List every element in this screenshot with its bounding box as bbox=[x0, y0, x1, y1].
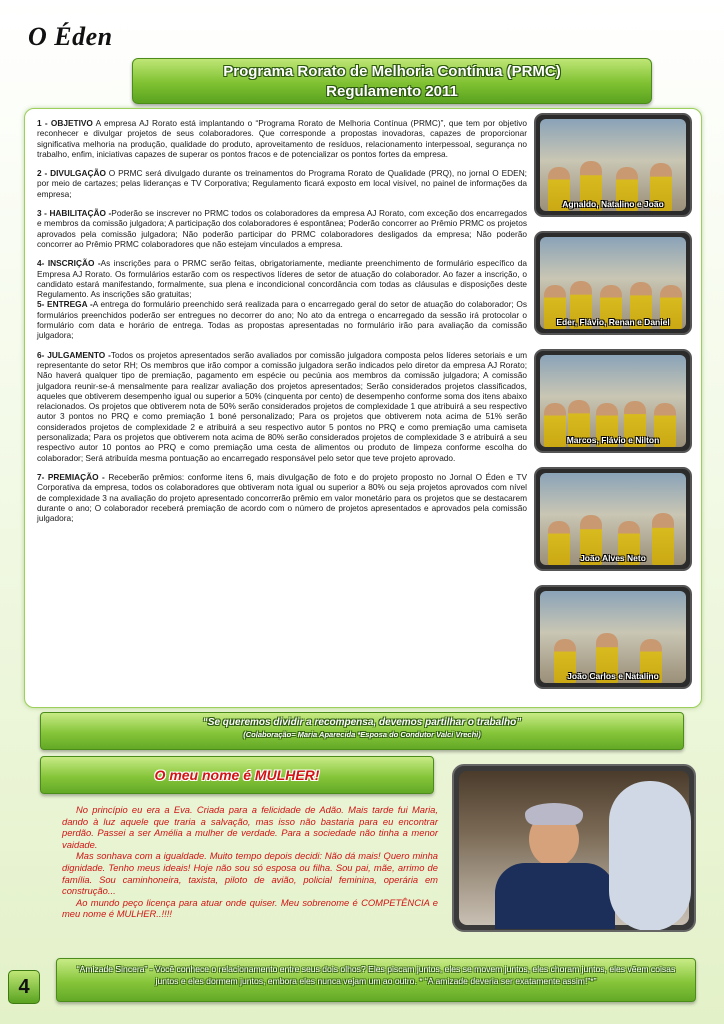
article-paragraph: No princípio eu era a Eva. Criada para a felicidade de Adão. Mais tarde fui Maria, dando à luz aquele que traria a salvação, mas isso não bastaria para eu encontrar perdão. Passei a ser Amélia a mulher de verdade. Para a sociedade não tinha a menor vaidade. bbox=[62, 804, 438, 850]
section-julgamento bbox=[37, 350, 527, 463]
article-body bbox=[62, 804, 438, 920]
photo-caption: Marcos, Flávio e Nilton bbox=[566, 435, 660, 445]
photo-image bbox=[459, 771, 689, 925]
section-heading: 3 - HABILITAÇÃO - bbox=[37, 208, 112, 219]
photo-caption: Eder, Flávio, Renan e Daniel bbox=[556, 317, 670, 327]
section-heading: 5- ENTREGA - bbox=[37, 299, 93, 310]
quote-credit: (Colaboração= Maria Aparecida *Esposa do Condutor Valci Vrechi) bbox=[243, 730, 481, 739]
page-number: 4 bbox=[8, 970, 40, 1004]
footer-banner bbox=[56, 958, 696, 1002]
section-body: As inscrições para o PRMC serão feitas, obrigatoriamente, mediante preenchimento de formulário específico da Empresa AJ Rorato. Os formulários estarão com os respectivos líderes de setor de atuação do colaborador. Ao fazer a inscrição, o candidato estará manifestando, formalmente, sua plena e incondicional concordância com todas as cláusulas e disposições deste Regulamento. As inscrições são gratuitas; bbox=[37, 258, 527, 300]
quote-text: “Se queremos dividir a recompensa, devemos partilhar o trabalho” bbox=[202, 717, 522, 728]
section-divulgacao bbox=[37, 168, 527, 199]
section-body: Poderão se inscrever no PRMC todos os colaboradores da empresa AJ Rorato, com exceção dos encarregados e membros da comissão julgadora; A participação dos colaboradores é espontânea; Poderão concorrer ao Prêmio PRMC os projetos aprovados pela comissão julgadora; Não poderão participar do PRMC colaboradores desligados da empresa; Não poderão concorrer ao Prêmio PRMC colaboradores que não estejam vinculados a empresa. bbox=[37, 208, 528, 249]
section-habilitacao bbox=[37, 208, 527, 249]
section-premiacao bbox=[37, 472, 527, 523]
photo-caption: Agnaldo, Natalino e João bbox=[562, 199, 664, 209]
footer-text: “Amizade Sincera” - Você conhece o relacionamento entre seus dois olhos? Eles piscam juntos, eles se movem juntos, eles choram juntos, eles vêem coisas juntos e eles dormem juntos, embora eles nunca vejam um ao outro. * “A amizade deveria ser exatamente assim!”*” bbox=[76, 964, 676, 986]
photo-caption: João Alves Neto bbox=[580, 553, 646, 563]
page-title-banner bbox=[132, 58, 652, 104]
section-body: A empresa AJ Rorato está implantando o “Programa Rorato de Melhoria Contínua (PRMC)”, que tem por objetivo reconhecer e divulgar projetos de seus colaboradores. Que corresponde a propostas inovadoras, capazes de proporcionar significativa melhoria na produção, qualidade do produto, aproveitamento de resíduos, relacionamento interpessoal, segurança no trabalho, enfim, iniciativas capazes de superar os pontos fracos e de potencializar os pontos fortes da empresa. bbox=[37, 118, 527, 159]
team-photo bbox=[534, 467, 692, 571]
page-title: Programa Rorato de Melhoria Contínua (PRMC) bbox=[223, 63, 561, 80]
section-heading: 7- PREMIAÇÃO - bbox=[37, 471, 105, 482]
section-body: A entrega do formulário preenchido será realizada para o encarregado geral do setor de atuação do colaborador; Os formulários preenchidos poderão ser entregues no decorrer do ano; No ato da entrega o encarregado da sessão irá protocolar o formulário com data e horário de entrega. Todas as propostas apresentadas no formulário irão para avaliação da comissão julgadora; bbox=[37, 299, 527, 341]
regulation-text bbox=[37, 118, 527, 532]
photo-image bbox=[540, 119, 686, 211]
section-heading: 4- INSCRIÇÃO - bbox=[37, 258, 101, 269]
section-heading: 2 - DIVULGAÇÃO bbox=[37, 168, 106, 179]
article-paragraph: Mas sonhava com a igualdade. Muito tempo depois decidi: Não dá mais! Quero minha dignidade. Tenho meus ideais! Hoje não sou só esposa ou filha. Sou pai, mãe, arrimo de família. Sou caminhoneira, taxista, piloto de avião, policial feminina, operária em construção... bbox=[62, 850, 438, 897]
newsletter-logo: O Éden bbox=[28, 22, 113, 51]
article-paragraph: Ao mundo peço licença para atuar onde quiser. Meu sobrenome é COMPETÊNCIA e meu nome é MULHER..!!!! bbox=[62, 896, 438, 920]
section-objetivo bbox=[37, 118, 527, 159]
section-body: Receberão prêmios: conforme itens 6, mais divulgação de foto e do projeto proposto no Jornal O Éden e TV Corporativa da empresa, todos os colaboradores que obtiveram nota igual ou superior a 80% ou seja projetos aprovados com nível de complexidade 3 na avaliação do projeto apresentado concorrerão prêmio em valor monetário para os projetos que se destacarem durante o ano; O colaborador receberá premiação de acordo com o número de projetos apresentados e aprovados pela comissão julgadora; bbox=[37, 471, 527, 524]
section-inscricao-entrega bbox=[37, 258, 527, 340]
photo-image bbox=[540, 355, 686, 447]
article-title-banner bbox=[40, 756, 434, 794]
section-heading: 6- JULGAMENTO - bbox=[37, 349, 111, 360]
article-title: O meu nome é MULHER! bbox=[154, 767, 320, 783]
photo-image bbox=[540, 591, 686, 683]
team-photo bbox=[534, 585, 692, 689]
team-photo bbox=[534, 349, 692, 453]
section-body: O PRMC será divulgado durante os treinamentos do Programa Rorato de Qualidade (PRQ), no jornal O EDEN; por meio de cartazes; pelas lideranças e TV Corporativa; Regulamento ficará exposto em local visível, no painel de informações da empresa; bbox=[37, 168, 527, 199]
section-heading: 1 - OBJETIVO bbox=[37, 118, 93, 128]
team-photo bbox=[534, 231, 692, 335]
page-subtitle: Regulamento 2011 bbox=[326, 83, 458, 100]
photo-image bbox=[540, 237, 686, 329]
team-photo bbox=[534, 113, 692, 217]
photo-image bbox=[540, 473, 686, 565]
section-body: Todos os projetos apresentados serão avaliados por comissão julgadora composta pelos líderes setoriais e um representante do setor RH; Os membros que irão compor a comissão julgadora serão indicados pelo diretor da empresa AJ Rorato; Não haverá qualquer tipo de premiação, pagamento em espécie ou pecúnia aos membros da comissão julgadora; A comissão julgadora reunir-se-á mensalmente para realizar avaliação dos projetos apresentados; Serão considerados projetos classificados, aqueles que obtiverem desempenho igual ou superior a 50% (cinquenta por cento) de desempenho conforme soma dos itens abaixo relacionados. Os projetos que obtiverem nota de 50% serão considerados projetos de complexidade 1 que atribuirá a seu respectivo autor 3 pontos no PRQ e como premiação 1 boné personalizado; Para os projetos que obtiverem nota acima de 51% serão considerados projetos de complexidade 2 e atribuirá a seu respectivo autor 5 pontos no PRQ e como premiação uma camiseta personalizada; Para os projetos que obtiverem nota acima de 80% serão considerados projetos de complexidade 3 e atribuirá a seu respectivo autor 10 pontos ao PRQ e como premiação uma cesta de alimentos ou produto de limpeza conforme escolha do colaborador; Será atribuída mesma pontuação ao encarregado responsável pelo setor que teve projeto aprovado. bbox=[37, 349, 527, 463]
photo-caption: João Carlos e Natalino bbox=[567, 671, 659, 681]
worker-photo bbox=[452, 764, 696, 932]
quote-banner bbox=[40, 712, 684, 750]
